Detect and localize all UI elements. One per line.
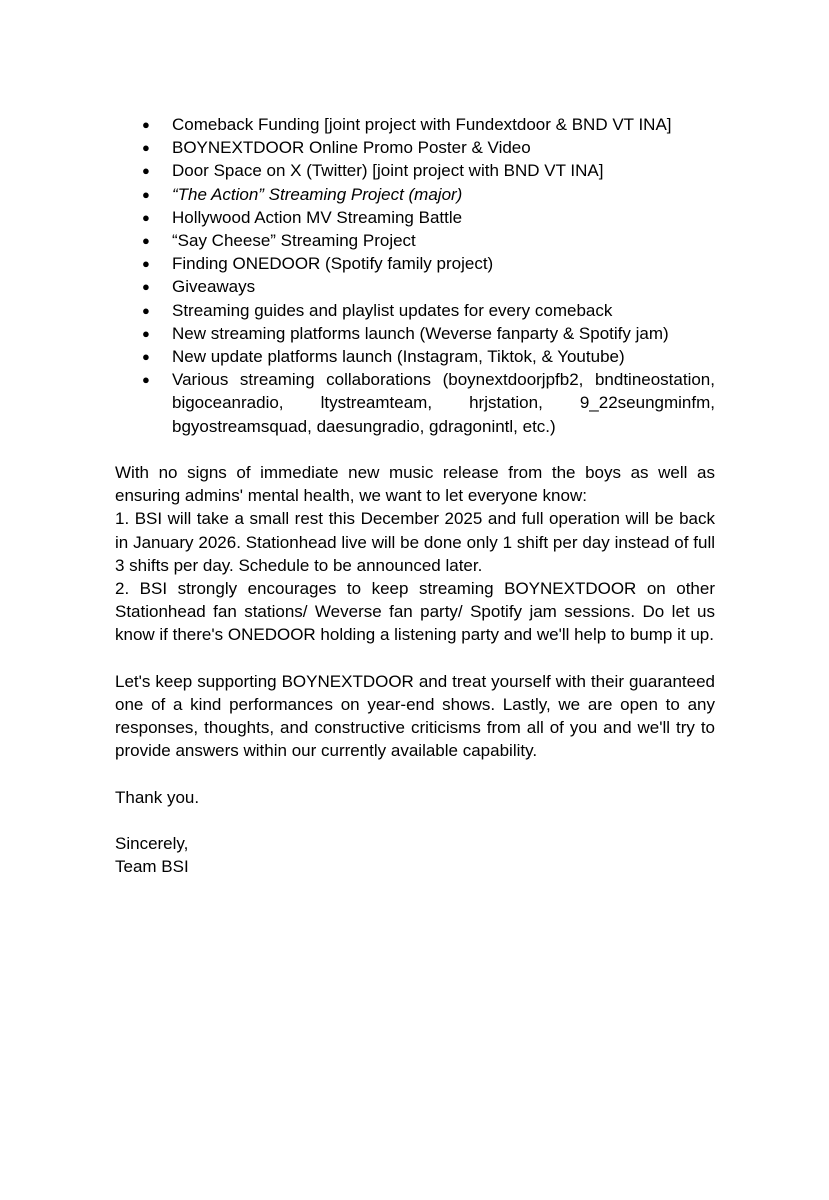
notice-point-2: 2. BSI strongly encourages to keep streaming BOYNEXTDOOR on other Stationhead fan stations/ Weverse fan party/ Spotify jam sessions. Do let us know if there's ONEDOOR holding a listening party and we'll help to bump it up. <box>115 579 715 645</box>
paragraph-gap <box>115 438 715 461</box>
bullet-icon: ● <box>142 325 150 341</box>
bullet-icon: ● <box>142 233 150 249</box>
bullet-icon: ● <box>142 256 150 272</box>
list-item: ● BOYNEXTDOOR Online Promo Poster & Video <box>115 136 715 159</box>
project-list <box>115 113 715 438</box>
bullet-icon: ● <box>142 209 150 225</box>
list-item: ● “The Action” Streaming Project (major) <box>115 183 715 206</box>
bullet-icon: ● <box>142 372 150 388</box>
paragraph-gap <box>115 763 715 786</box>
bullet-icon: ● <box>142 117 150 132</box>
list-item: ● New streaming platforms launch (Weverse fanparty & Spotify jam) <box>115 322 715 345</box>
document-body <box>115 113 715 879</box>
bullet-icon: ● <box>142 302 150 318</box>
notice-intro: With no signs of immediate new music release from the boys as well as ensuring admins' mental health, we want to let everyone know: <box>115 463 715 506</box>
list-item: ● New update platforms launch (Instagram, Tiktok, & Youtube) <box>115 345 715 368</box>
notice-point-1: 1. BSI will take a small rest this December 2025 and full operation will be back in January 2026. Stationhead live will be done only 1 shift per day instead of full 3 shifts per day. Schedule to be announced later. <box>115 509 715 575</box>
list-item: ● Comeback Funding [joint project with Fundextdoor & BND VT INA] <box>115 113 715 136</box>
bullet-icon: ● <box>142 279 150 295</box>
bullet-icon: ● <box>142 163 150 179</box>
list-item: ● Finding ONEDOOR (Spotify family project) <box>115 252 715 275</box>
signoff-line: Sincerely, <box>115 834 189 854</box>
signoff-block <box>115 832 715 878</box>
list-item: ● Various streaming collaborations (boynextdoorjpfb2, bndtineostation, bigoceanradio, ltystreamteam, hrjstation, 9_22seungminfm, bgyostreamsquad, daesungradio, gdragonintl, etc.) <box>142 370 715 436</box>
bullet-icon: ● <box>142 186 150 202</box>
list-item: ● Giveaways <box>115 275 715 298</box>
closing-paragraph: Let's keep supporting BOYNEXTDOOR and treat yourself with their guaranteed one of a kind performances on year-end shows. Lastly, we are open to any responses, thoughts, and constructive criticisms from all of you and we'll try to provide answers within our currently available capability. <box>115 671 715 761</box>
signature-line: Team BSI <box>115 857 189 877</box>
list-item: ● Door Space on X (Twitter) [joint project with BND VT INA] <box>115 159 715 182</box>
bullet-icon: ● <box>142 140 150 156</box>
bullet-icon: ● <box>142 349 150 365</box>
list-item: ● Hollywood Action MV Streaming Battle <box>115 206 715 229</box>
paragraph-gap <box>115 647 715 670</box>
paragraph-gap <box>115 809 715 832</box>
notice-paragraph <box>115 461 715 647</box>
list-item: ● Streaming guides and playlist updates for every comeback <box>115 299 715 322</box>
list-item: ● “Say Cheese” Streaming Project <box>115 229 715 252</box>
thanks-line: Thank you. <box>115 787 200 807</box>
